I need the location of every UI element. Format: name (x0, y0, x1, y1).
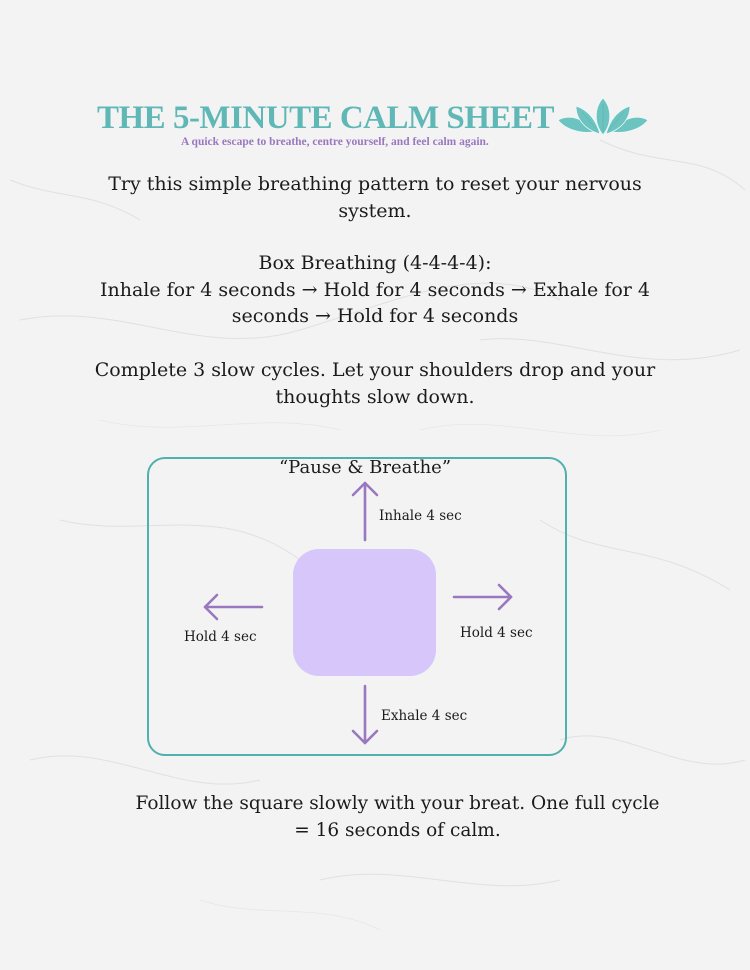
arrow-down-icon (353, 686, 377, 743)
step-label-inhale: Inhale 4 sec (379, 508, 462, 524)
step-label-hold-left: Hold 4 sec (184, 629, 257, 645)
step-label-exhale: Exhale 4 sec (381, 708, 468, 724)
page-subtitle: A quick escape to breathe, centre yourself, and feel calm again. (181, 136, 489, 148)
technique-title: Box Breathing (4-4-4-4): (258, 252, 492, 274)
arrow-up-icon (353, 483, 377, 540)
intro-text: Try this simple breathing pattern to reset your nervous system. (108, 173, 642, 222)
step-label-hold-right: Hold 4 sec (460, 625, 533, 641)
arrow-left-icon (205, 595, 262, 619)
footer-text: Follow the square slowly with your breat. One full cycle = 16 seconds of calm. (135, 793, 660, 841)
diagram-title: “Pause & Breathe” (278, 457, 452, 478)
arrow-right-icon (454, 585, 511, 609)
cycles-text: Complete 3 slow cycles. Let your shoulders drop and your thoughts slow down. (94, 359, 656, 408)
page-title: THE 5-MINUTE CALM SHEET (97, 100, 554, 136)
technique-steps: Inhale for 4 seconds → Hold for 4 seconds → Exhale for 4 seconds → Hold for 4 seconds (99, 278, 651, 327)
